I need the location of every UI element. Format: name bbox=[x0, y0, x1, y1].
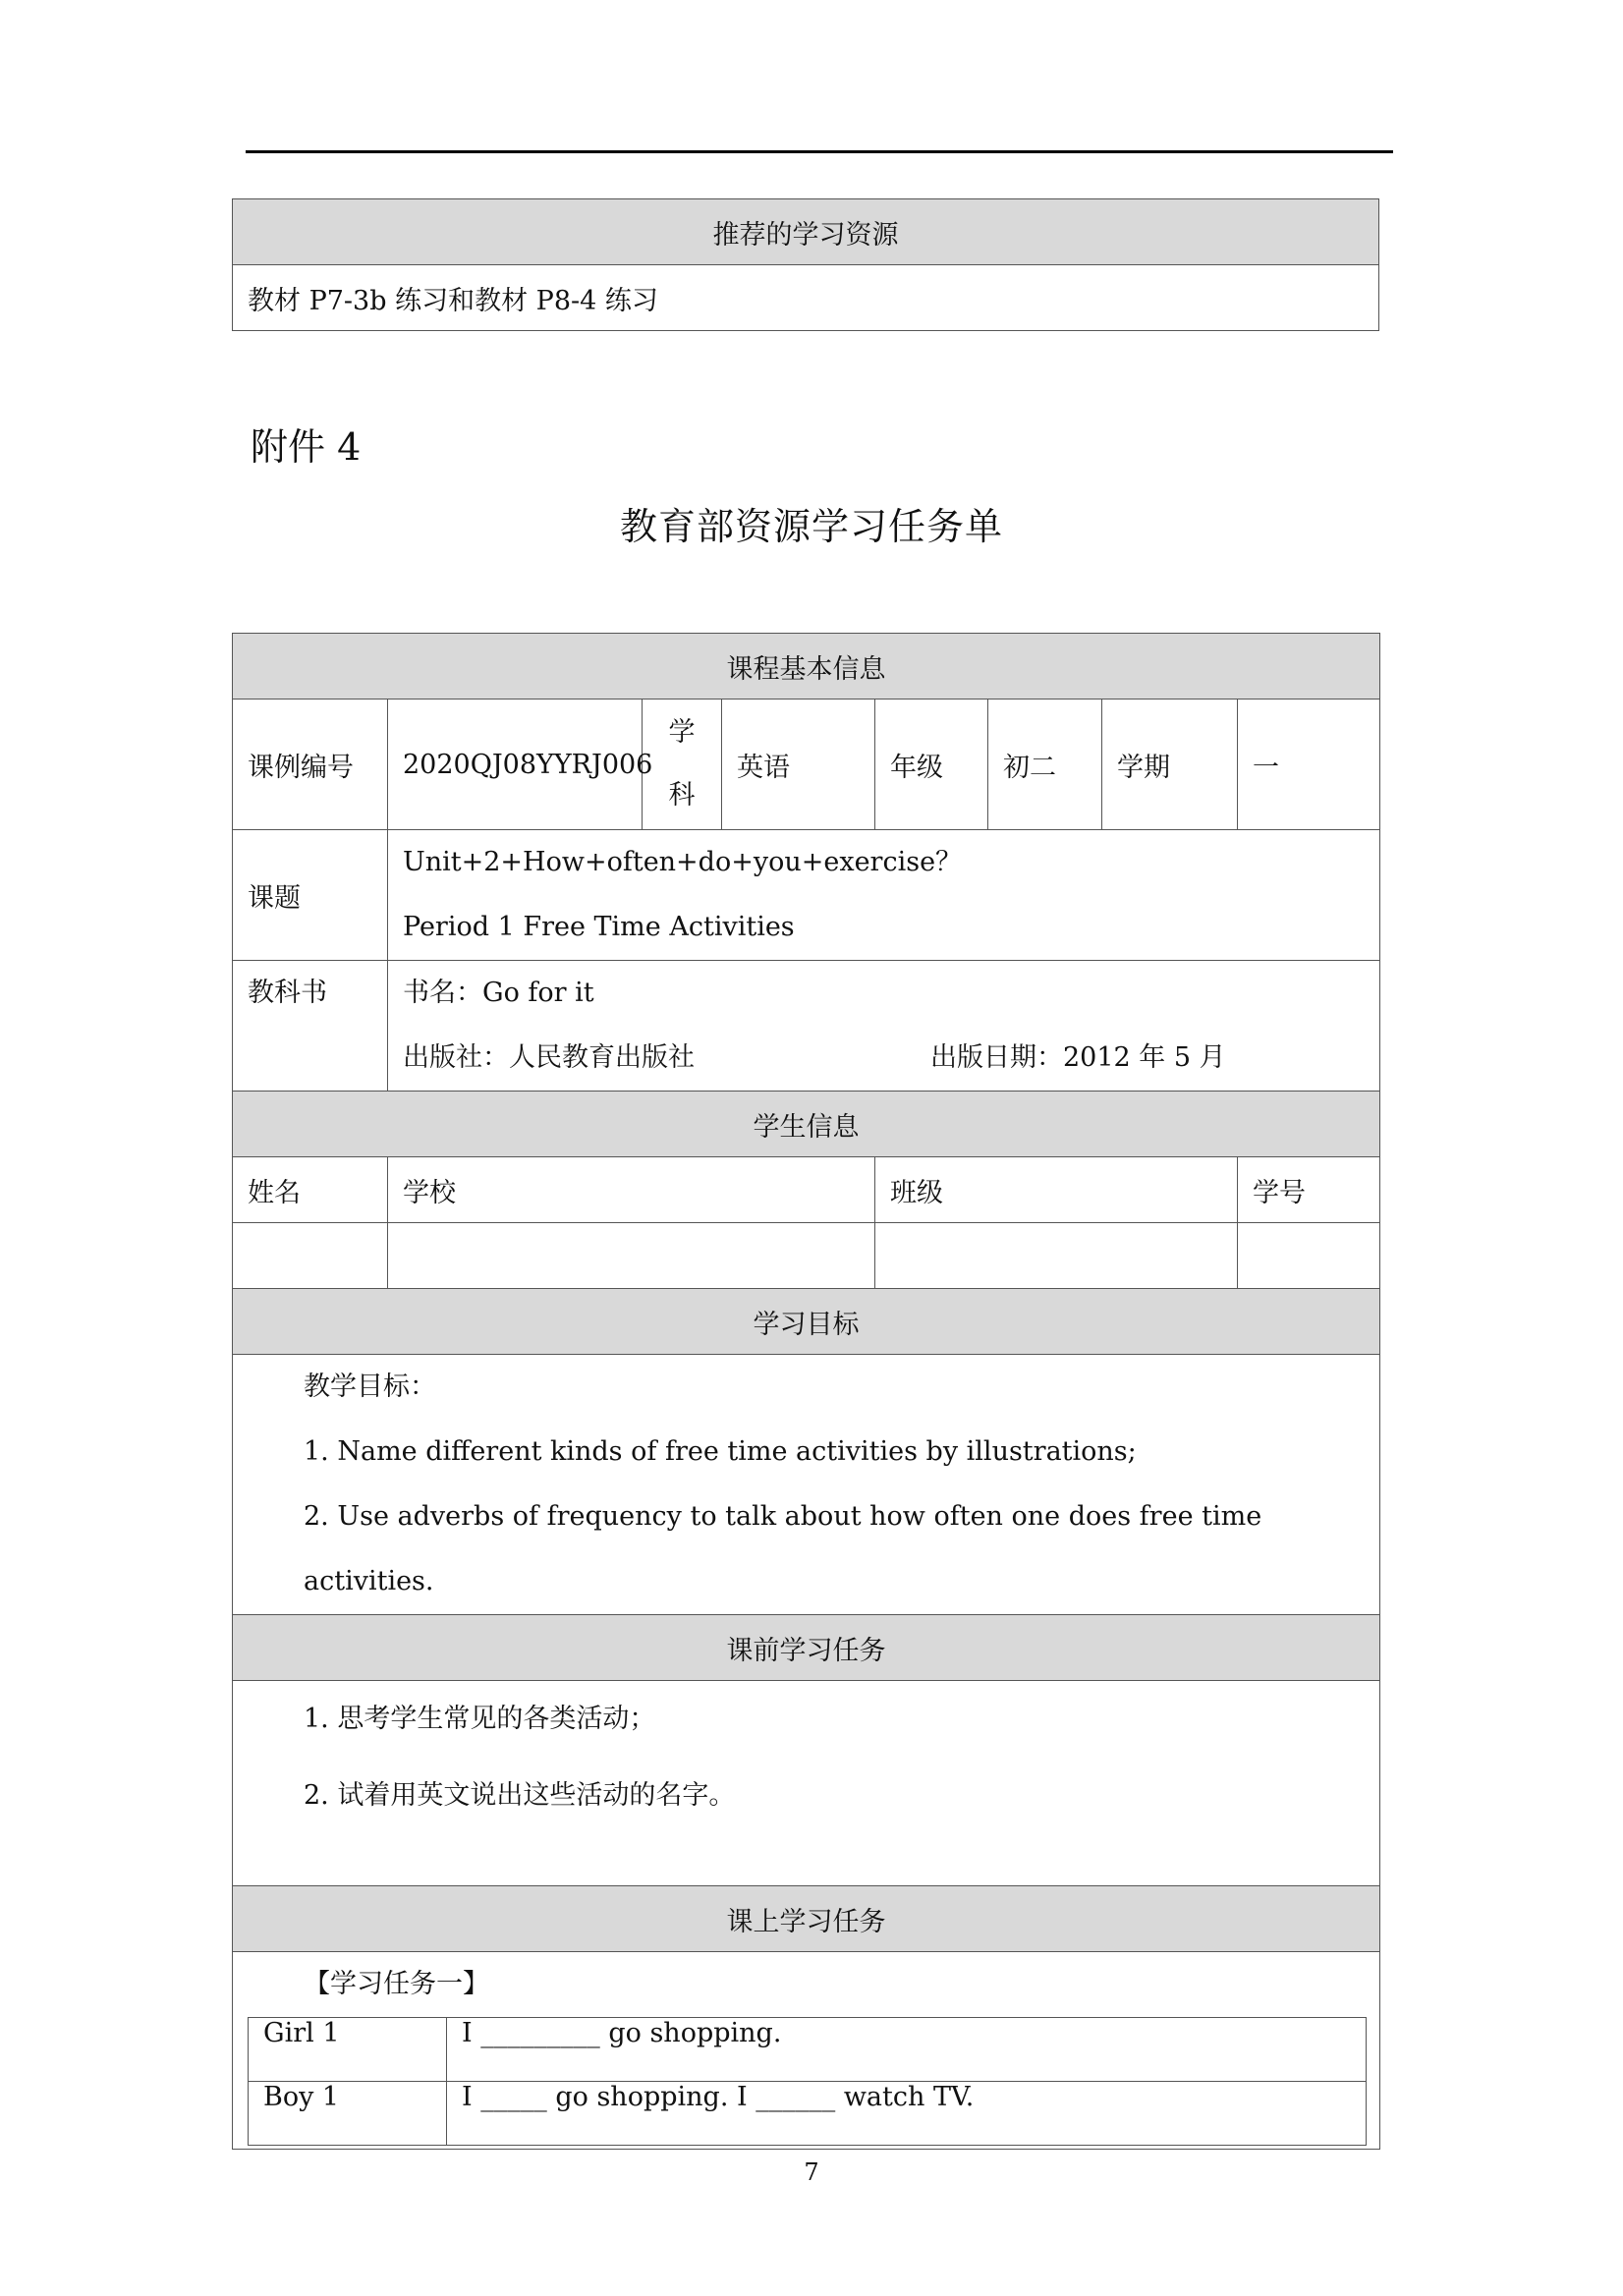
pre-tasks-header: 课前学习任务 bbox=[233, 1615, 1380, 1681]
topic-value bbox=[388, 830, 1380, 961]
book-name: 书名：Go for it bbox=[403, 978, 594, 1008]
student-info-header: 学生信息 bbox=[233, 1092, 1380, 1157]
term-value: 一 bbox=[1238, 700, 1380, 830]
resources-header: 推荐的学习资源 bbox=[233, 199, 1379, 265]
resources-content: 教材 P7-3b 练习和教材 P8-4 练习 bbox=[233, 265, 1379, 331]
grade-label: 年级 bbox=[875, 700, 988, 830]
task-one-label: 【学习任务一】 bbox=[304, 1969, 489, 1999]
goal-item-1: 1. Name different kinds of free time activities by illustrations; bbox=[304, 1436, 1137, 1467]
pre-task-item-2: 2. 试着用英文说出这些活动的名字。 bbox=[304, 1780, 736, 1811]
subject-label bbox=[643, 700, 722, 830]
in-class-header: 课上学习任务 bbox=[233, 1886, 1380, 1952]
textbook-label: 教科书 bbox=[233, 961, 388, 1092]
dialogue-line: I _____ go shopping. I ______ watch TV. bbox=[447, 2082, 1367, 2146]
student-school-label: 学校 bbox=[388, 1157, 875, 1223]
term-label: 学期 bbox=[1102, 700, 1238, 830]
topic-line-1: Unit+2+How+often+do+you+exercise？ bbox=[403, 847, 963, 877]
in-class-content bbox=[233, 1952, 1380, 2150]
course-code-label: 课例编号 bbox=[233, 700, 388, 830]
subject-value: 英语 bbox=[722, 700, 875, 830]
topic-line-2: Period 1 Free Time Activities bbox=[403, 912, 795, 942]
student-class-label: 班级 bbox=[875, 1157, 1238, 1223]
textbook-value bbox=[388, 961, 1380, 1092]
dialogue-table bbox=[248, 2017, 1367, 2146]
publish-date: 出版日期：2012 年 5 月 bbox=[930, 1042, 1226, 1073]
student-id-field[interactable] bbox=[1238, 1223, 1380, 1289]
speaker: Boy 1 bbox=[249, 2082, 447, 2146]
student-name-label: 姓名 bbox=[233, 1157, 388, 1223]
attachment-label: 附件 4 bbox=[251, 425, 362, 469]
dialogue-row bbox=[249, 2018, 1367, 2082]
pre-tasks-content bbox=[233, 1681, 1380, 1886]
resources-table bbox=[232, 198, 1379, 331]
publisher: 出版社：人民教育出版社 bbox=[403, 1042, 695, 1073]
goals-intro: 教学目标： bbox=[304, 1372, 436, 1402]
speaker: Girl 1 bbox=[249, 2018, 447, 2082]
student-id-label: 学号 bbox=[1238, 1157, 1380, 1223]
document-title: 教育部资源学习任务单 bbox=[619, 505, 1003, 548]
page-number: 7 bbox=[804, 2158, 819, 2186]
publisher-row bbox=[403, 1026, 1365, 1091]
dialogue-line: I _________ go shopping. bbox=[447, 2018, 1367, 2082]
grade-value: 初二 bbox=[988, 700, 1102, 830]
student-class-field[interactable] bbox=[875, 1223, 1238, 1289]
subject-label-top: 学 bbox=[668, 717, 696, 748]
student-school-field[interactable] bbox=[388, 1223, 875, 1289]
goals-header: 学习目标 bbox=[233, 1289, 1380, 1355]
goals-content bbox=[233, 1355, 1380, 1615]
topic-label: 课题 bbox=[233, 830, 388, 961]
student-name-field[interactable] bbox=[233, 1223, 388, 1289]
course-code-value: 2020QJ08YYRJ006 bbox=[388, 700, 643, 830]
course-info-header: 课程基本信息 bbox=[233, 634, 1380, 700]
goal-item-2: 2. Use adverbs of frequency to talk about how often one does free time activities. bbox=[304, 1501, 1262, 1596]
header-rule bbox=[246, 150, 1393, 153]
dialogue-row bbox=[249, 2082, 1367, 2146]
task-sheet-table bbox=[232, 633, 1380, 2150]
pre-task-item-1: 1. 思考学生常见的各类活动； bbox=[304, 1704, 656, 1734]
subject-label-bottom: 科 bbox=[668, 780, 696, 811]
